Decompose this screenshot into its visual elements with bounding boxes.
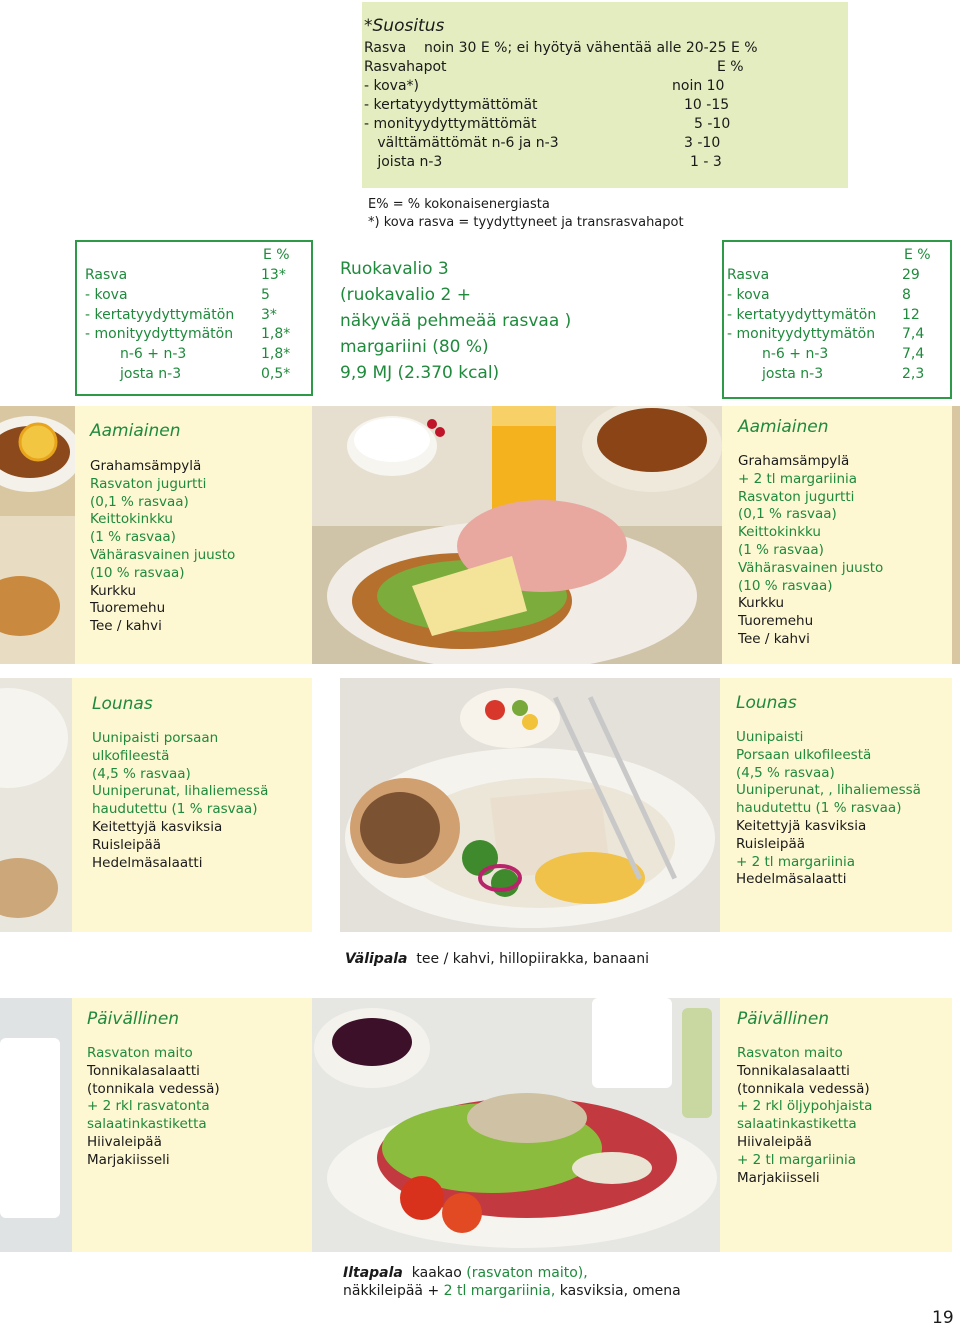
fat-row-label: - kertatyydyttymätön bbox=[85, 306, 235, 323]
food-item: Uuniperunat, lihaliemessä bbox=[92, 783, 269, 800]
recommendation-box bbox=[362, 2, 848, 188]
evening-part5: kasviksia, omena bbox=[555, 1283, 681, 1299]
recommendation-label: välttämättömät n-6 ja n-3 bbox=[364, 135, 559, 151]
recommendation-label: - kova*) bbox=[364, 78, 420, 94]
breakfast-left-panel bbox=[75, 406, 312, 664]
food-item: Ruisleipää bbox=[736, 835, 806, 852]
snack-text: tee / kahvi, hillopiirakka, banaani bbox=[416, 951, 649, 967]
fat-row-value: 0,5* bbox=[261, 366, 291, 382]
diet-line: näkyvää pehmeää rasvaa ) bbox=[340, 311, 572, 331]
food-item: Vähärasvainen juusto bbox=[90, 546, 236, 563]
diet-title bbox=[340, 256, 571, 386]
evening-part2: (rasvaton maito), bbox=[466, 1265, 588, 1281]
diet-line: (ruokavalio 2 + bbox=[340, 285, 471, 305]
recommendation-label: Rasva noin 30 E %; ei hyötyä vähentää alle 20-25 E % bbox=[364, 40, 758, 56]
notes bbox=[368, 196, 684, 232]
breakfast-title: Aamiainen bbox=[90, 421, 181, 441]
dinner-right-panel bbox=[720, 998, 952, 1252]
food-item: haudutettu (1 % rasvaa) bbox=[736, 800, 902, 817]
fat-row-label: - kertatyydyttymätön bbox=[727, 306, 877, 323]
food-item: Tee / kahvi bbox=[90, 618, 162, 635]
food-item: Grahamsämpylä bbox=[90, 458, 202, 474]
evening-part4: 2 tl margariinia, bbox=[443, 1283, 556, 1299]
food-item: Hedelmäsalaatti bbox=[92, 854, 203, 871]
food-item: (0,1 % rasvaa) bbox=[90, 493, 189, 510]
food-item: salaatinkastiketta bbox=[737, 1116, 857, 1133]
food-item: + 2 tl margariinia bbox=[738, 470, 858, 487]
food-item: Keitettyjä kasviksia bbox=[92, 818, 223, 835]
food-item: + 2 tl margariinia bbox=[737, 1151, 857, 1168]
breakfast-right-list bbox=[738, 453, 883, 649]
food-item: Marjakiisseli bbox=[87, 1151, 170, 1168]
food-item: Rasvaton jugurtti bbox=[738, 488, 855, 505]
dinner-title: Päivällinen bbox=[87, 1009, 180, 1029]
edge-photo bbox=[952, 406, 960, 664]
snack-label: Välipala bbox=[345, 951, 408, 967]
food-item: Kurkku bbox=[738, 595, 785, 612]
right-fat-table bbox=[722, 240, 952, 399]
diet-line: Ruokavalio 3 bbox=[340, 259, 449, 279]
food-item: Rasvaton maito bbox=[87, 1045, 193, 1061]
food-item: (0,1 % rasvaa) bbox=[738, 506, 837, 523]
dinner-left-panel bbox=[72, 998, 312, 1252]
recommendation-label: - kertatyydyttymättömät bbox=[364, 97, 538, 113]
food-item: Rasvaton maito bbox=[737, 1045, 843, 1061]
recommendation-value: E % bbox=[717, 59, 744, 75]
fat-row-label: - kova bbox=[727, 286, 770, 303]
food-item: Uunipaisti porsaan bbox=[92, 730, 219, 746]
lunch-left-panel bbox=[72, 678, 312, 932]
food-item: + 2 rkl öljypohjaista bbox=[737, 1098, 873, 1115]
snack-line bbox=[345, 950, 649, 968]
diet-line: margariini (80 %) bbox=[340, 337, 489, 357]
food-item: Marjakiisseli bbox=[737, 1169, 820, 1186]
food-item: (1 % rasvaa) bbox=[738, 541, 824, 558]
food-item: Ruisleipää bbox=[92, 836, 162, 853]
dinner-left-list bbox=[87, 1045, 220, 1170]
food-item: Grahamsämpylä bbox=[738, 453, 850, 469]
hard-fat-note: *) kova rasva = tyydyttyneet ja transrasvahapot bbox=[368, 215, 684, 230]
food-item: (10 % rasvaa) bbox=[738, 577, 833, 594]
food-item: ulkofileestä bbox=[92, 747, 170, 764]
fat-row-label: josta n-3 bbox=[120, 366, 182, 382]
food-item: (1 % rasvaa) bbox=[90, 529, 176, 546]
food-item: Vähärasvainen juusto bbox=[738, 559, 884, 576]
recommendation-label: - monityydyttymättömät bbox=[364, 116, 537, 132]
recommendation-value: 5 -10 bbox=[694, 116, 731, 132]
lunch-title: Lounas bbox=[92, 694, 153, 714]
lunch-photo bbox=[340, 678, 720, 932]
food-item: (tonnikala vedessä) bbox=[87, 1080, 220, 1097]
evening-label: Iltapala bbox=[343, 1265, 403, 1281]
food-item: Porsaan ulkofileestä bbox=[736, 746, 872, 763]
fat-row-value: 1,8* bbox=[261, 346, 291, 363]
breakfast-photo bbox=[312, 406, 722, 664]
fat-row-value: 12 bbox=[902, 306, 920, 323]
food-item: Hiivaleipää bbox=[87, 1133, 162, 1150]
dinner-title: Päivällinen bbox=[737, 1009, 830, 1029]
fat-row-label: Rasva bbox=[85, 267, 128, 283]
evening-snack bbox=[343, 1264, 681, 1300]
food-item: (4,5 % rasvaa) bbox=[92, 765, 191, 782]
diet-line: 9,9 MJ (2.370 kcal) bbox=[340, 363, 500, 383]
energy-note: E% = % kokonaisenergiasta bbox=[368, 197, 550, 212]
food-item: Tuoremehu bbox=[90, 600, 166, 617]
breakfast-title: Aamiainen bbox=[738, 417, 829, 437]
food-item: salaatinkastiketta bbox=[87, 1116, 207, 1133]
fat-row-value: 5 bbox=[261, 286, 270, 303]
food-item: + 2 tl margariinia bbox=[736, 853, 856, 870]
page-number: 19 bbox=[932, 1308, 954, 1328]
fat-row-label: josta n-3 bbox=[762, 366, 824, 382]
evening-part3: näkkileipää + bbox=[343, 1283, 444, 1299]
recommendation-value: 3 -10 bbox=[684, 135, 721, 151]
food-item: Uuniperunat, , lihaliemessä bbox=[736, 782, 921, 799]
fat-row-label: - monityydyttymätön bbox=[727, 326, 876, 343]
evening-part1: kaakao bbox=[411, 1265, 467, 1281]
dinner-photo bbox=[312, 998, 720, 1252]
food-item: + 2 rkl rasvatonta bbox=[87, 1098, 210, 1115]
food-item: Keittokinkku bbox=[90, 511, 173, 528]
food-item: (10 % rasvaa) bbox=[90, 564, 185, 581]
fat-row-value: 3* bbox=[261, 306, 277, 323]
food-item: Hiivaleipää bbox=[737, 1133, 812, 1150]
food-item: haudutettu (1 % rasvaa) bbox=[92, 801, 258, 818]
recommendation-label: joista n-3 bbox=[364, 154, 443, 170]
food-item: Keittokinkku bbox=[738, 524, 821, 541]
food-item: Rasvaton jugurtti bbox=[90, 475, 207, 492]
recommendation-label: Rasvahapot bbox=[364, 59, 447, 75]
recommendation-value: 10 -15 bbox=[684, 97, 730, 113]
breakfast-right-panel bbox=[722, 406, 952, 664]
food-item: Tonnikalasalaatti bbox=[87, 1062, 200, 1079]
food-item: Tonnikalasalaatti bbox=[737, 1062, 850, 1079]
fat-row-value: 1,8* bbox=[261, 326, 291, 343]
lunch-right-panel bbox=[720, 678, 952, 932]
recommendation-value: noin 10 bbox=[672, 78, 725, 94]
fat-row-value: 7,4 bbox=[902, 346, 925, 363]
fat-row-value: 29 bbox=[902, 267, 920, 283]
food-item: Uunipaisti bbox=[736, 729, 804, 745]
food-item: Keitettyjä kasviksia bbox=[736, 817, 867, 834]
fat-row-value: 13* bbox=[261, 267, 286, 283]
fat-row-label: - monityydyttymätön bbox=[85, 326, 234, 343]
dinner-milk-photo bbox=[0, 998, 72, 1252]
food-item: Tuoremehu bbox=[738, 613, 814, 630]
food-item: Tee / kahvi bbox=[738, 630, 810, 647]
fat-row-label: n-6 + n-3 bbox=[762, 346, 829, 363]
fat-row-value: 7,4 bbox=[902, 326, 925, 343]
fat-row-value: 2,3 bbox=[902, 366, 925, 382]
lunch-bread-photo bbox=[0, 678, 72, 932]
breakfast-left-list bbox=[90, 458, 235, 636]
breakfast-tea-photo-left bbox=[0, 406, 75, 664]
left-fat-table bbox=[75, 240, 313, 396]
recommendation-value: 1 - 3 bbox=[690, 154, 722, 170]
food-item: (4,5 % rasvaa) bbox=[736, 764, 835, 781]
fat-row-label: n-6 + n-3 bbox=[120, 346, 187, 363]
fat-row-value: 8 bbox=[902, 286, 911, 303]
recommendation-title: *Suositus bbox=[364, 16, 445, 36]
fat-row-label: - kova bbox=[85, 286, 128, 303]
fat-header: E % bbox=[904, 247, 931, 263]
dinner-right-list bbox=[737, 1045, 872, 1187]
food-item: (tonnikala vedessä) bbox=[737, 1080, 870, 1097]
fat-row-label: Rasva bbox=[727, 267, 770, 283]
fat-header: E % bbox=[263, 247, 290, 263]
food-item: Kurkku bbox=[90, 582, 137, 599]
food-item: Hedelmäsalaatti bbox=[736, 871, 847, 888]
lunch-left-list bbox=[92, 730, 268, 872]
lunch-title: Lounas bbox=[736, 693, 797, 713]
lunch-right-list bbox=[736, 729, 921, 889]
